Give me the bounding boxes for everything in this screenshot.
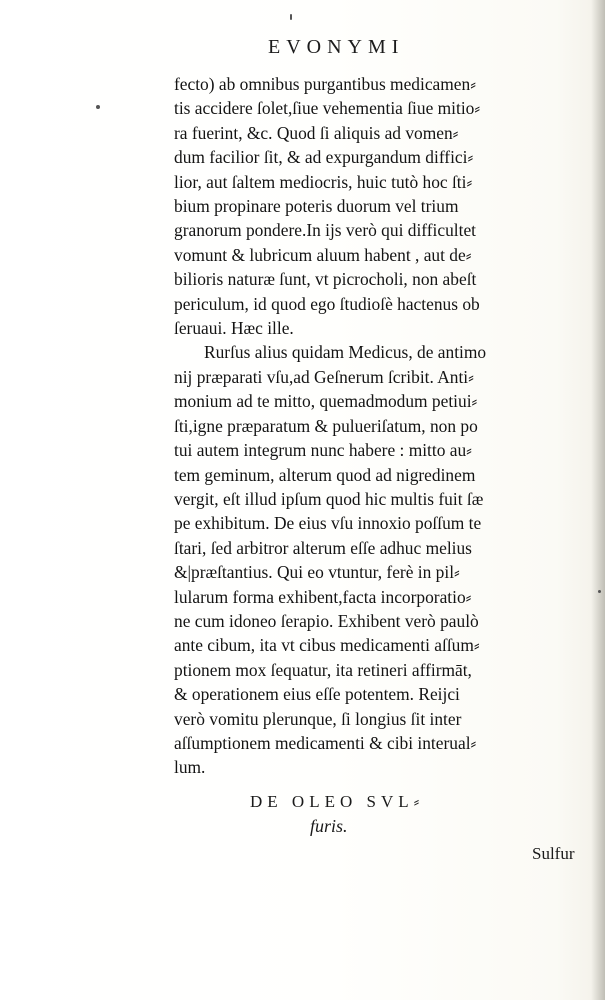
- catchword: Sulfur: [532, 844, 575, 863]
- text-line: nij præparati vſu,ad Geſnerum ſcribit. Anti⸗: [174, 366, 474, 387]
- paragraph-2: [174, 340, 594, 779]
- text-line: lior, aut ſaltem mediocris, huic tutò hoc ſti⸗: [174, 171, 473, 192]
- text-line: granorum pondere.In ijs verò qui difficultet: [174, 220, 477, 241]
- ink-speck: [598, 590, 601, 593]
- text-line: tis accidere ſolet,ſiue vehementia ſiue mitio⸗: [174, 98, 481, 119]
- text-line: verò vomitu plerunque, ſi longius ſit inter: [174, 708, 462, 729]
- text-line: ſti,igne præparatum & pulueriſatum, non po: [174, 415, 478, 436]
- text-line: vergit, eſt illud ipſum quod hic multis fuit ſæ: [174, 488, 484, 509]
- body-text: [174, 72, 594, 780]
- text-line: aſſumptionem medicamenti & cibi interual⸗: [174, 732, 477, 753]
- text-line: monium ad te mitto, quemadmodum petiui⸗: [174, 391, 478, 412]
- text-line: lularum forma exhibent,facta incorporatio⸗: [174, 586, 472, 607]
- text-line: fecto) ab omnibus purgantibus medicamen⸗: [174, 74, 477, 94]
- text-line: tui autem integrum nunc habere : mitto au⸗: [174, 440, 472, 461]
- text-line: &|præſtantius. Qui eo vtuntur, ferè in pil⸗: [174, 562, 460, 583]
- text-line: ne cum idoneo ſerapio. Exhibent verò paulò: [174, 610, 479, 631]
- text-line: ante cibum, ita vt cibus medicamenti aſſum⸗: [174, 635, 480, 656]
- text-line: vomunt & lubricum aluum habent , aut de⸗: [174, 244, 472, 265]
- text-line: ſeruaui. Hæc ille.: [174, 318, 294, 339]
- section-heading-continued: furis.: [310, 816, 348, 836]
- text-line: dum facilior ſit, & ad expurgandum diffici⸗: [174, 147, 474, 168]
- text-line: ra fuerint, &c. Quod ſi aliquis ad vomen⸗: [174, 122, 459, 143]
- text-line: ptionem mox ſequatur, ita retineri affirmāt,: [174, 659, 472, 680]
- text-line: lum.: [174, 757, 206, 778]
- text-line: & operationem eius eſſe potentem. Reijci: [174, 684, 460, 705]
- text-line: pe exhibitum. De eius vſu innoxio poſſum te: [174, 513, 482, 534]
- paragraph-1: [174, 72, 594, 340]
- text-line: tem geminum, alterum quod ad nigredinem: [174, 464, 476, 485]
- ink-speck: [290, 14, 292, 20]
- text-line: bium propinare poteris duorum vel trium: [174, 196, 459, 217]
- running-head: EVONYMI: [268, 36, 405, 58]
- text-line: Rurſus alius quidam Medicus, de antimo: [204, 342, 487, 363]
- text-line: ſtari, ſed arbitror alterum eſſe adhuc melius: [174, 537, 472, 558]
- text-line: bilioris naturæ ſunt, vt picrocholi, non abeſt: [174, 269, 477, 290]
- section-heading: DE OLEO SVL⸗: [250, 792, 425, 811]
- text-line: periculum, id quod ego ſtudioſè hactenus ob: [174, 293, 480, 314]
- ink-speck: [96, 105, 100, 109]
